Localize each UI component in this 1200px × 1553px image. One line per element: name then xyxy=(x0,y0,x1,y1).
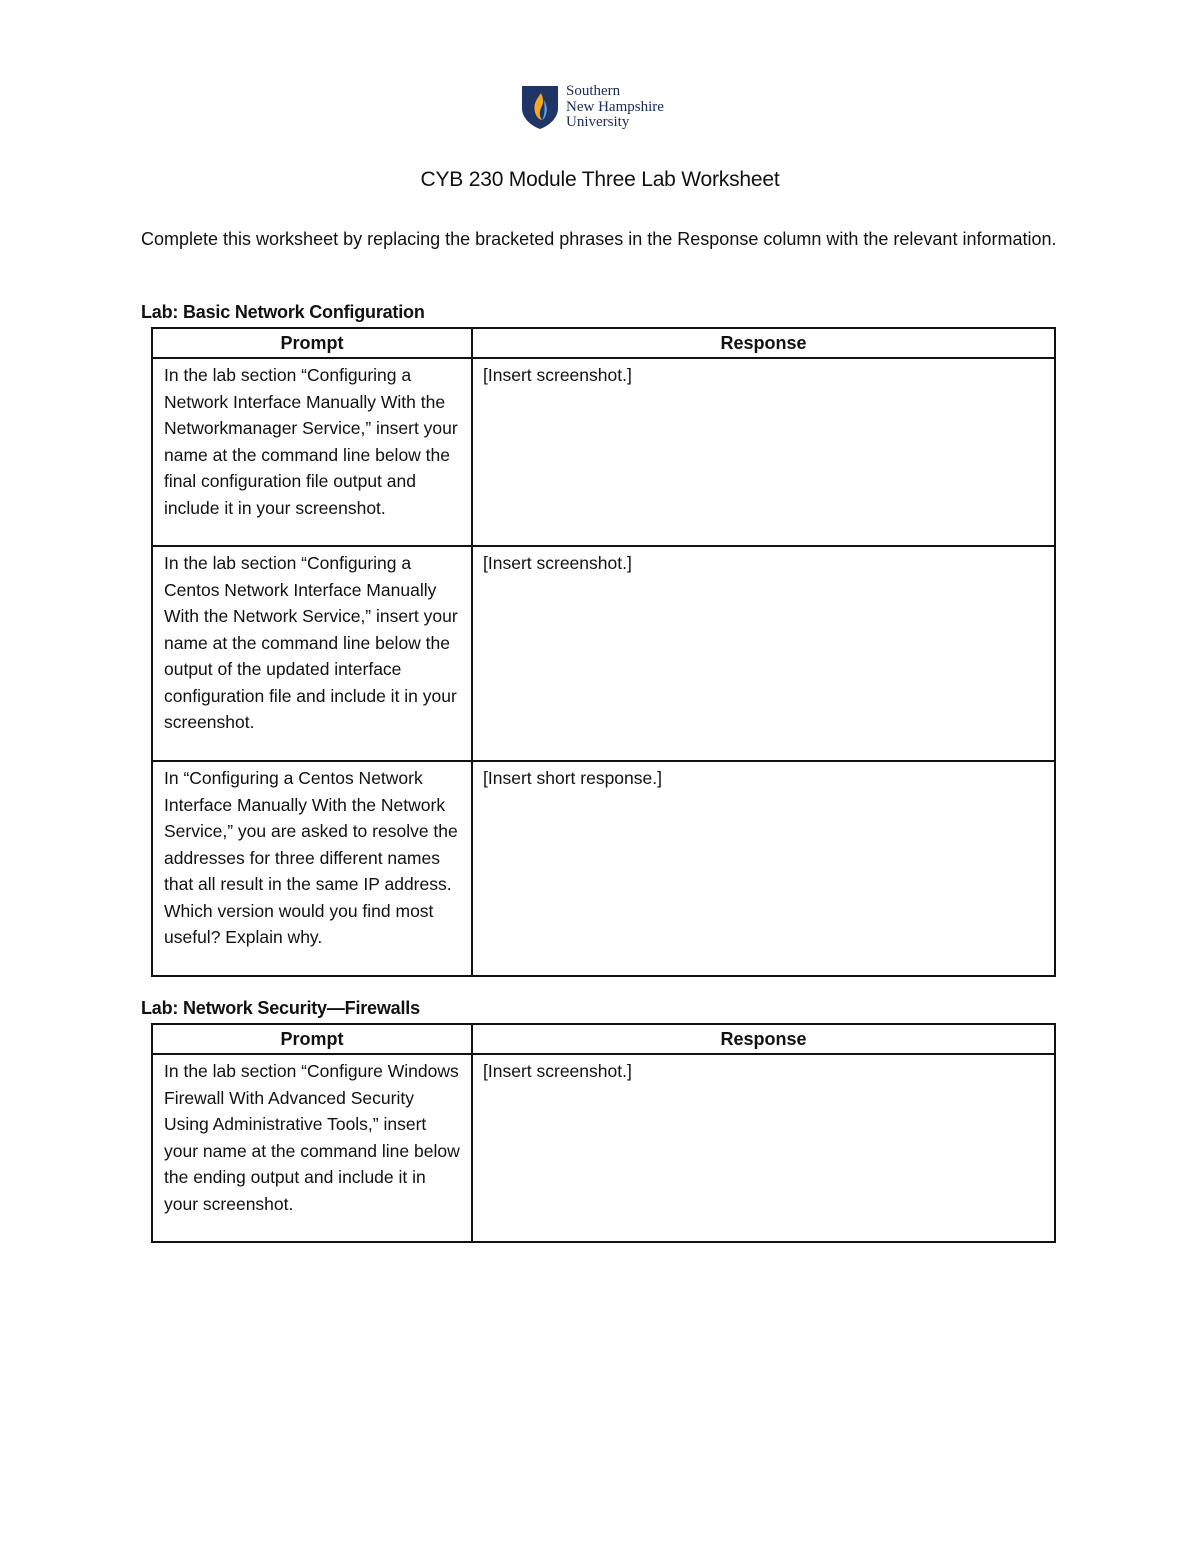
prompt-cell: In “Configuring a Centos Network Interface Manually With the Network Service,” you are asked to resolve the addresses for three different names that all result in the same IP address. Which version would you find most useful? Explain why. xyxy=(152,761,472,976)
response-cell[interactable]: [Insert screenshot.] xyxy=(472,358,1055,546)
table-header-row xyxy=(152,1024,1055,1054)
response-cell[interactable]: [Insert short response.] xyxy=(472,761,1055,976)
instructions-paragraph: Complete this worksheet by replacing the bracketed phrases in the Response column with the relevant information. xyxy=(141,229,1057,249)
table-row xyxy=(152,358,1055,546)
section-heading-firewalls: Lab: Network Security—Firewalls xyxy=(141,998,420,1018)
document-title: CYB 230 Module Three Lab Worksheet xyxy=(420,168,780,191)
response-cell[interactable]: [Insert screenshot.] xyxy=(472,1054,1055,1242)
table-header-row xyxy=(152,328,1055,358)
firewalls-table xyxy=(151,1023,1056,1243)
response-cell[interactable]: [Insert screenshot.] xyxy=(472,546,1055,761)
logo-line-2: New Hampshire xyxy=(566,98,664,115)
column-header-prompt: Prompt xyxy=(152,328,472,358)
logo-line-3: University xyxy=(566,114,630,130)
column-header-response: Response xyxy=(472,328,1055,358)
basic-network-table xyxy=(151,327,1056,977)
table-row xyxy=(152,1054,1055,1242)
table-row xyxy=(152,546,1055,761)
section-heading-basic-network: Lab: Basic Network Configuration xyxy=(141,302,425,322)
logo-line-1: Southern xyxy=(566,83,621,99)
column-header-response: Response xyxy=(472,1024,1055,1054)
prompt-cell: In the lab section “Configure Windows Firewall With Advanced Security Using Administrative Tools,” insert your name at the command line below the ending output and include it in your screenshot. xyxy=(152,1054,472,1242)
column-header-prompt: Prompt xyxy=(152,1024,472,1054)
logo-wordmark xyxy=(566,84,664,131)
shield-flame-icon xyxy=(520,84,560,130)
prompt-cell: In the lab section “Configuring a Network Interface Manually With the Networkmanager Service,” insert your name at the command line below the final configuration file output and include it in your screenshot. xyxy=(152,358,472,546)
table-row xyxy=(152,761,1055,976)
snhu-logo xyxy=(520,84,690,134)
prompt-cell: In the lab section “Configuring a Centos Network Interface Manually With the Network Service,” insert your name at the command line below the output of the updated interface configuration file and include it in your screenshot. xyxy=(152,546,472,761)
